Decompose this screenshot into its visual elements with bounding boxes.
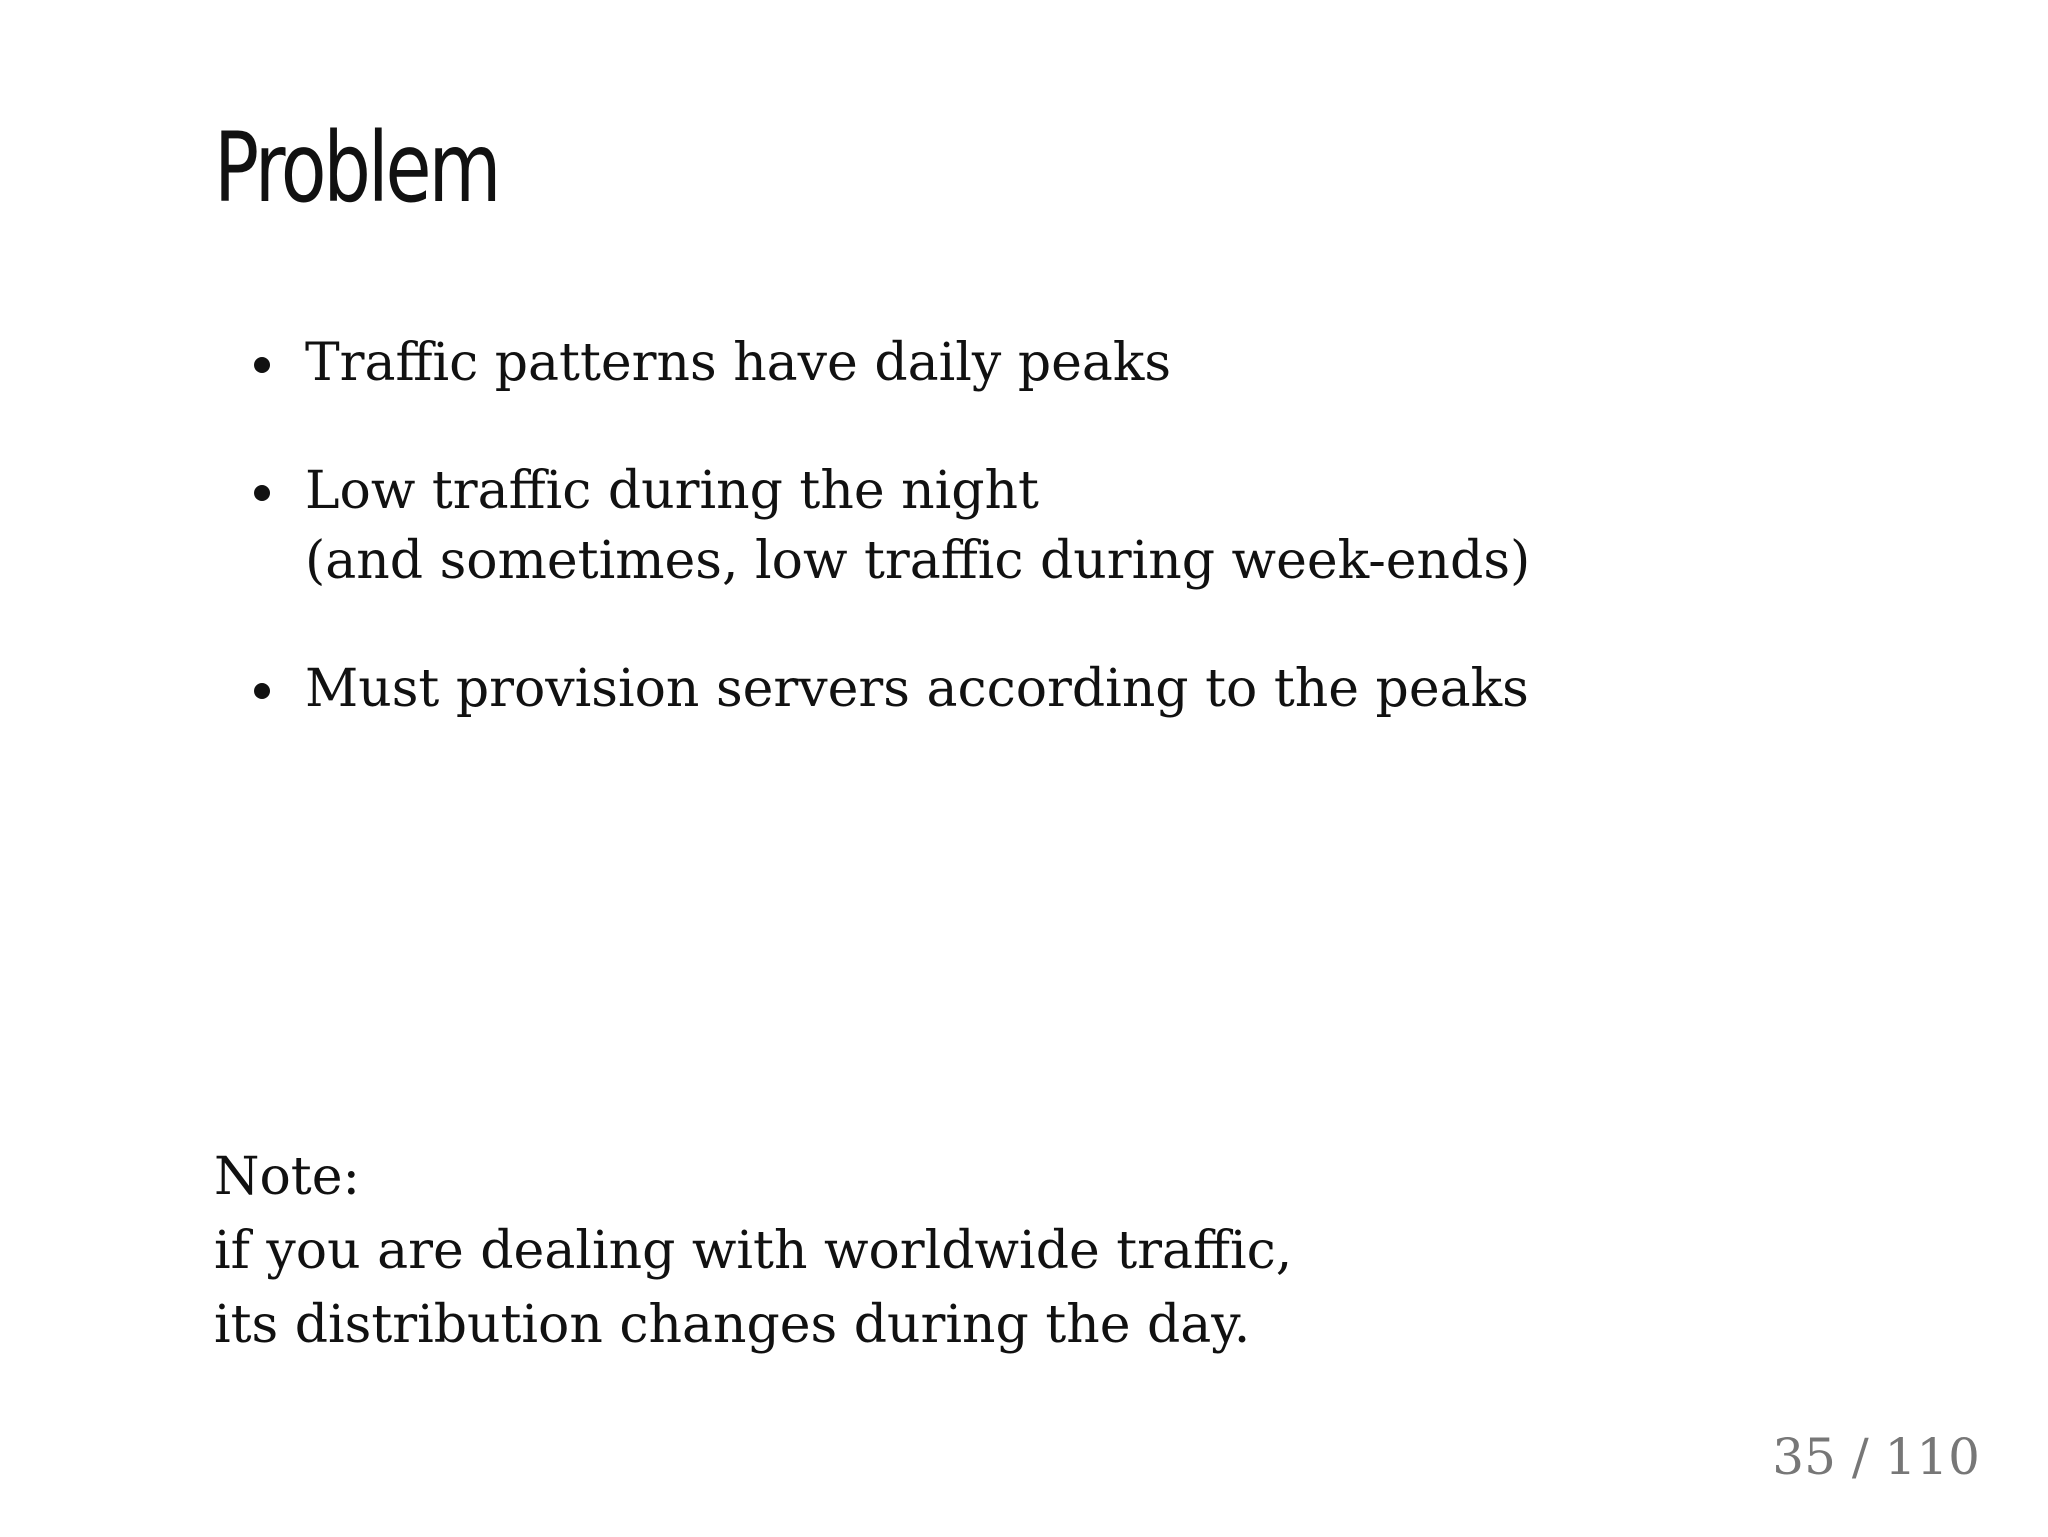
bullet-dot-icon (254, 357, 270, 373)
note-line: if you are dealing with worldwide traffic, (214, 1221, 1293, 1281)
bullet-text-continuation: (and sometimes, low traffic during week-ends) (305, 531, 1531, 591)
slide-title: Problem (214, 112, 499, 224)
bullet-item (254, 328, 1530, 398)
bullet-dot-icon (254, 485, 270, 501)
bullet-list (254, 328, 1530, 782)
bullet-item (254, 456, 1530, 596)
note-label: Note: (214, 1147, 360, 1207)
bullet-text: Low traffic during the night (305, 461, 1039, 521)
bullet-text: Must provision servers according to the peaks (305, 659, 1529, 719)
page-number: 35 / 110 (1772, 1428, 1980, 1486)
bullet-text: Traffic patterns have daily peaks (305, 333, 1172, 393)
note-block (214, 1140, 1292, 1362)
bullet-dot-icon (254, 683, 270, 699)
note-line: its distribution changes during the day. (214, 1295, 1251, 1355)
bullet-item (254, 654, 1530, 724)
